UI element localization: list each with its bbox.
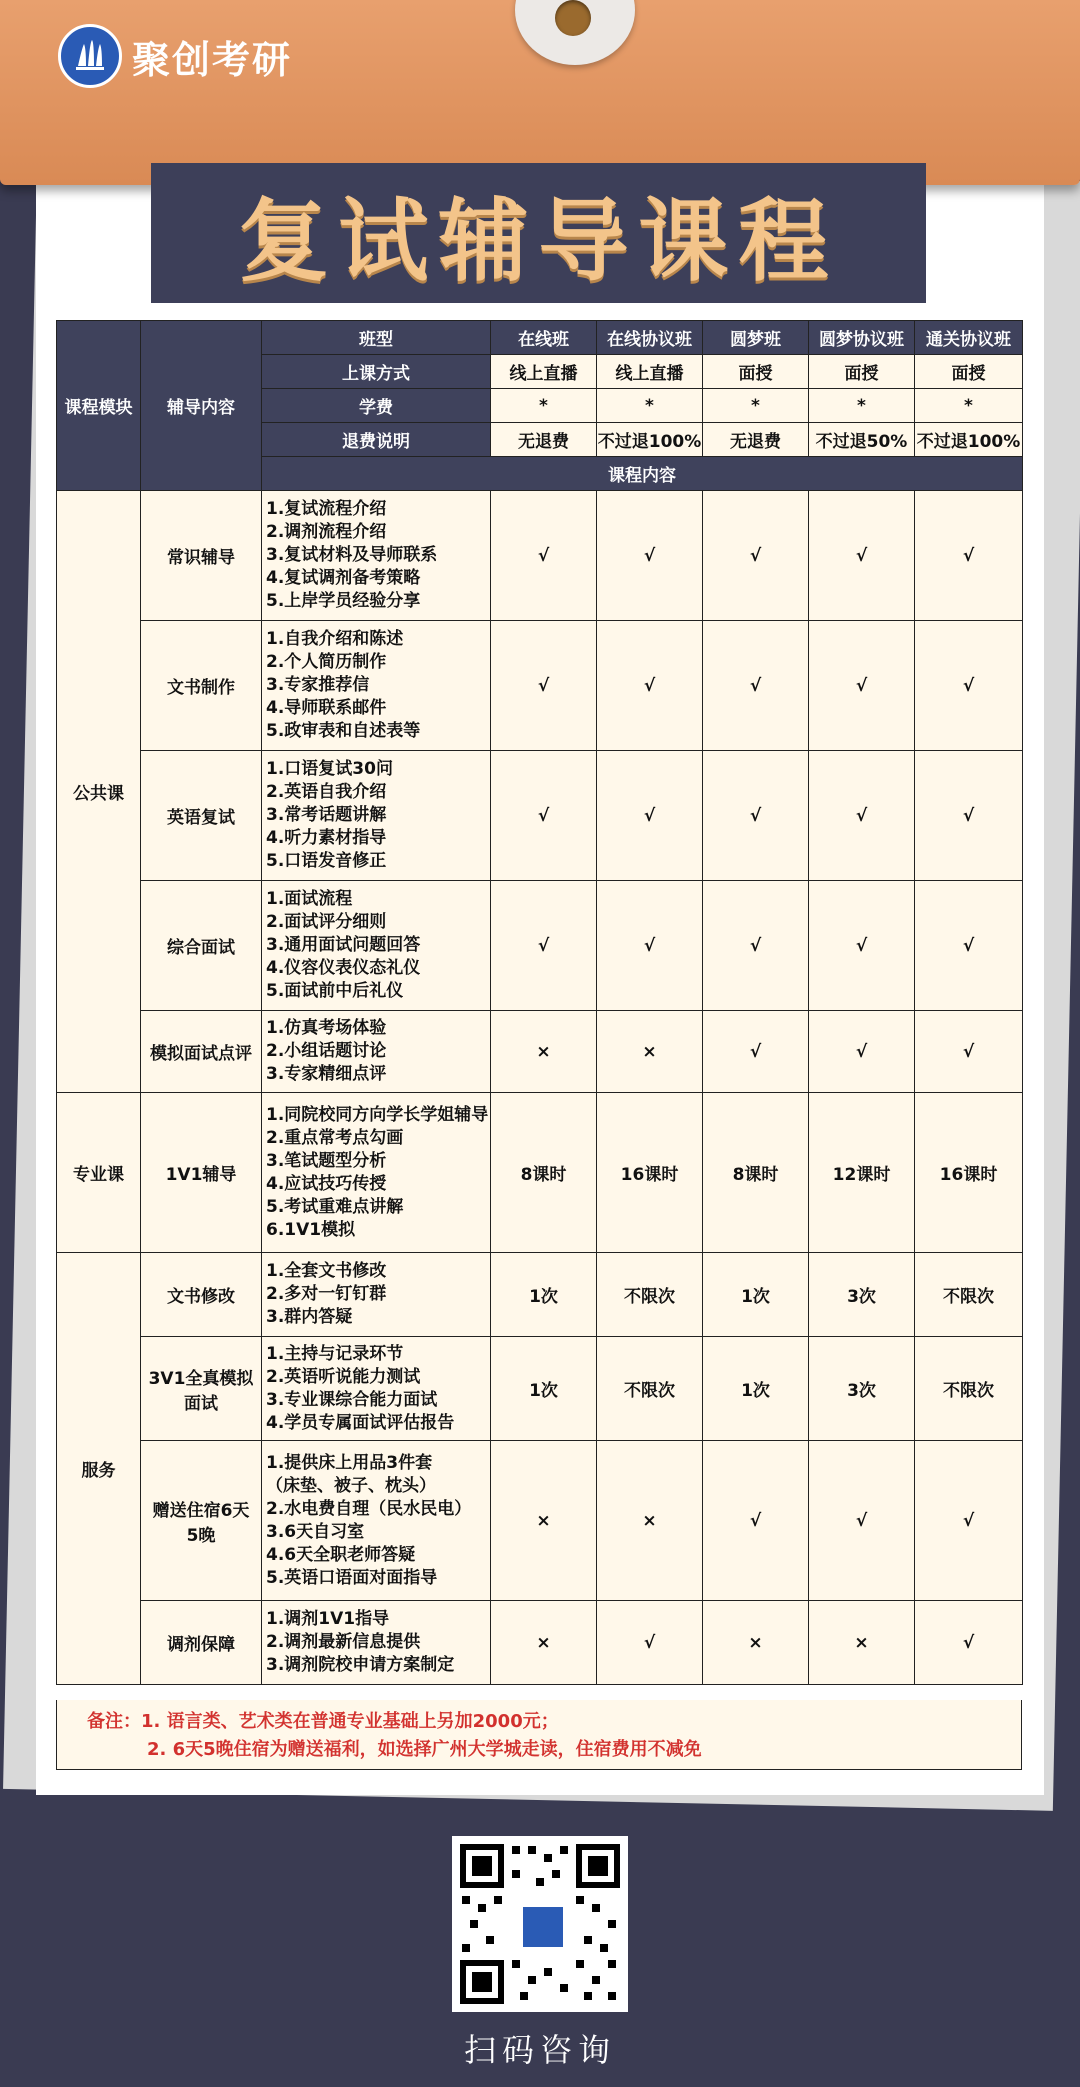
row-item: 3.常考话题讲解 [266,805,387,825]
row-item: （床垫、被子、枕头） [266,1475,436,1496]
value-cell: 1次 [491,1337,597,1441]
remarks [56,1700,1022,1770]
row-item: 3.6天自习室 [266,1521,365,1542]
value-cell: √ [597,751,703,881]
value-cell: √ [915,881,1023,1011]
row-items [262,881,491,1011]
row-item: 2.调剂最新信息提供 [266,1632,421,1652]
value-cell: √ [809,1441,915,1601]
row-items [262,1253,491,1337]
value-cell: × [809,1601,915,1685]
row-name: 1V1辅导 [141,1093,262,1253]
row-item: 1.复试流程介绍 [266,499,387,519]
row-item: 6.1V1模拟 [266,1219,356,1240]
row-item: 1.全套文书修改 [266,1261,387,1281]
header-refunds-cell: 不过退50% [809,423,915,457]
value-cell: √ [915,1441,1023,1601]
scan-label: 扫码咨询 [463,2031,616,2069]
header-fees-cell: * [809,389,915,423]
row-item: 1.调剂1V1指导 [266,1609,390,1629]
row-name: 赠送住宿6天5晚 [141,1441,262,1601]
value-cell: √ [491,621,597,751]
row-item: 3.通用面试问题回答 [266,935,421,955]
row-item: 2.调剂流程介绍 [266,522,387,542]
row-items [262,621,491,751]
row-item: 3.笔试题型分析 [266,1150,387,1171]
header-methods-cell: 线上直播 [491,355,597,389]
header-fees-cell: * [491,389,597,423]
row-name: 3V1全真模拟面试 [141,1337,262,1441]
row-item: 3.复试材料及导师联系 [266,545,438,565]
value-cell: × [703,1601,809,1685]
header-row-label: 退费说明 [262,423,491,457]
header-module: 课程模块 [57,321,141,491]
value-cell: √ [597,491,703,621]
row-item: 2.英语自我介绍 [266,782,387,802]
value-cell: √ [491,881,597,1011]
value-cell: √ [809,491,915,621]
header-row-label: 学费 [262,389,491,423]
header-fees-cell: * [597,389,703,423]
value-cell: 12课时 [809,1093,915,1253]
value-cell: × [491,1011,597,1093]
row-item: 2.重点常考点勾画 [266,1127,404,1148]
value-cell: √ [703,621,809,751]
header-refunds-cell: 不过退100% [597,423,703,457]
row-items [262,751,491,881]
value-cell: × [597,1011,703,1093]
row-item: 2.小组话题讨论 [266,1041,387,1061]
row-item: 1.面试流程 [266,889,353,909]
clip-hole [555,0,591,36]
header-classes-cell: 在线班 [491,321,597,355]
value-cell: √ [809,1011,915,1093]
value-cell: 8课时 [703,1093,809,1253]
value-cell: √ [703,1441,809,1601]
row-item: 4.6天全职老师答疑 [266,1544,416,1565]
row-item: 4.导师联系邮件 [266,698,387,718]
row-name: 模拟面试点评 [141,1011,262,1093]
group-name: 服务 [57,1253,141,1685]
value-cell: × [491,1601,597,1685]
row-item: 1.自我介绍和陈述 [266,629,404,649]
header-fees-cell: * [915,389,1023,423]
header-classes-cell: 圆梦协议班 [809,321,915,355]
course-table [56,320,1023,1685]
value-cell: √ [915,1601,1023,1685]
value-cell: √ [703,1011,809,1093]
value-cell: × [491,1441,597,1601]
header-methods-cell: 线上直播 [597,355,703,389]
value-cell: 不限次 [597,1253,703,1337]
value-cell: 不限次 [915,1337,1023,1441]
header-refunds-cell: 无退费 [703,423,809,457]
value-cell: √ [809,881,915,1011]
brand-logo-icon [58,24,122,88]
row-item: 4.仪容仪表仪态礼仪 [266,958,421,978]
group-name: 公共课 [57,491,141,1093]
header-classes-cell: 在线协议班 [597,321,703,355]
header-methods-cell: 面授 [915,355,1023,389]
value-cell: √ [703,491,809,621]
row-item: 3.调剂院校申请方案制定 [266,1655,455,1675]
value-cell: √ [491,491,597,621]
value-cell: 1次 [703,1253,809,1337]
row-item: 1.口语复试30问 [266,759,393,779]
row-item: 5.上岸学员经验分享 [266,591,421,611]
row-items [262,491,491,621]
header-fees-cell: * [703,389,809,423]
row-item: 3.专家精细点评 [266,1064,387,1084]
value-cell: √ [915,491,1023,621]
row-item: 1.主持与记录环节 [266,1343,404,1364]
header-refunds-cell: 无退费 [491,423,597,457]
row-item: 1.提供床上用品3件套 [266,1452,433,1473]
row-item: 2.多对一钉钉群 [266,1284,387,1304]
row-item: 4.应试技巧传授 [266,1173,387,1194]
remark-line-2: 2. 6天5晚住宿为赠送福利，如选择广州大学城走读，住宿费用不减免 [147,1739,702,1760]
value-cell: √ [915,751,1023,881]
group-name: 专业课 [57,1093,141,1253]
value-cell: 不限次 [915,1253,1023,1337]
brand-logo [58,24,292,88]
section-header: 课程内容 [262,457,1023,491]
row-items [262,1441,491,1601]
value-cell: √ [703,881,809,1011]
brand-name: 聚创考研 [132,37,293,82]
value-cell: √ [915,621,1023,751]
row-name: 调剂保障 [141,1601,262,1685]
header-content: 辅导内容 [141,321,262,491]
row-item: 4.复试调剂备考策略 [266,568,421,588]
row-item: 3.群内答疑 [266,1307,353,1327]
row-item: 4.听力素材指导 [266,828,387,848]
row-items [262,1337,491,1441]
row-item: 3.专业课综合能力面试 [266,1389,438,1410]
row-item: 5.面试前中后礼仪 [266,981,404,1001]
row-name: 文书修改 [141,1253,262,1337]
value-cell: 16课时 [915,1093,1023,1253]
value-cell: 3次 [809,1337,915,1441]
remark-line-1: 备注：1. 语言类、艺术类在普通专业基础上另加2000元； [87,1711,559,1732]
row-name: 文书制作 [141,621,262,751]
value-cell: √ [597,621,703,751]
row-item: 2.个人简历制作 [266,652,387,672]
header-classes-cell: 通关协议班 [915,321,1023,355]
value-cell: √ [491,751,597,881]
header-refunds-cell: 不过退100% [915,423,1023,457]
value-cell: 16课时 [597,1093,703,1253]
row-item: 1.同院校同方向学长学姐辅导 [266,1104,489,1125]
row-name: 常识辅导 [141,491,262,621]
header-methods-cell: 面授 [809,355,915,389]
qr-code[interactable] [452,1836,628,2012]
value-cell: 8课时 [491,1093,597,1253]
value-cell: × [597,1441,703,1601]
value-cell: √ [915,1011,1023,1093]
row-item: 2.英语听说能力测试 [266,1366,421,1387]
row-name: 英语复试 [141,751,262,881]
value-cell: 1次 [703,1337,809,1441]
row-item: 5.考试重难点讲解 [266,1196,404,1217]
value-cell: √ [809,751,915,881]
row-item: 4.学员专属面试评估报告 [266,1412,455,1433]
row-item: 3.专家推荐信 [266,675,370,695]
value-cell: 不限次 [597,1337,703,1441]
value-cell: √ [703,751,809,881]
row-item: 5.口语发音修正 [266,851,387,871]
row-name: 综合面试 [141,881,262,1011]
header-row-label: 上课方式 [262,355,491,389]
qr-logo-icon [520,1904,566,1950]
row-item: 1.仿真考场体验 [266,1018,387,1038]
value-cell: √ [809,621,915,751]
row-item: 2.水电费自理（民水民电） [266,1498,472,1519]
row-item: 5.政审表和自述表等 [266,721,421,741]
row-item: 5.英语口语面对面指导 [266,1567,438,1588]
header-classes-cell: 圆梦班 [703,321,809,355]
row-item: 2.面试评分细则 [266,912,387,932]
value-cell: √ [597,881,703,1011]
value-cell: 3次 [809,1253,915,1337]
header-methods-cell: 面授 [703,355,809,389]
row-items [262,1093,491,1253]
header-row-label: 班型 [262,321,491,355]
value-cell: 1次 [491,1253,597,1337]
page-title: 复试辅导课程 [238,188,839,294]
row-items [262,1601,491,1685]
title-banner [151,163,926,303]
value-cell: √ [597,1601,703,1685]
row-items [262,1011,491,1093]
